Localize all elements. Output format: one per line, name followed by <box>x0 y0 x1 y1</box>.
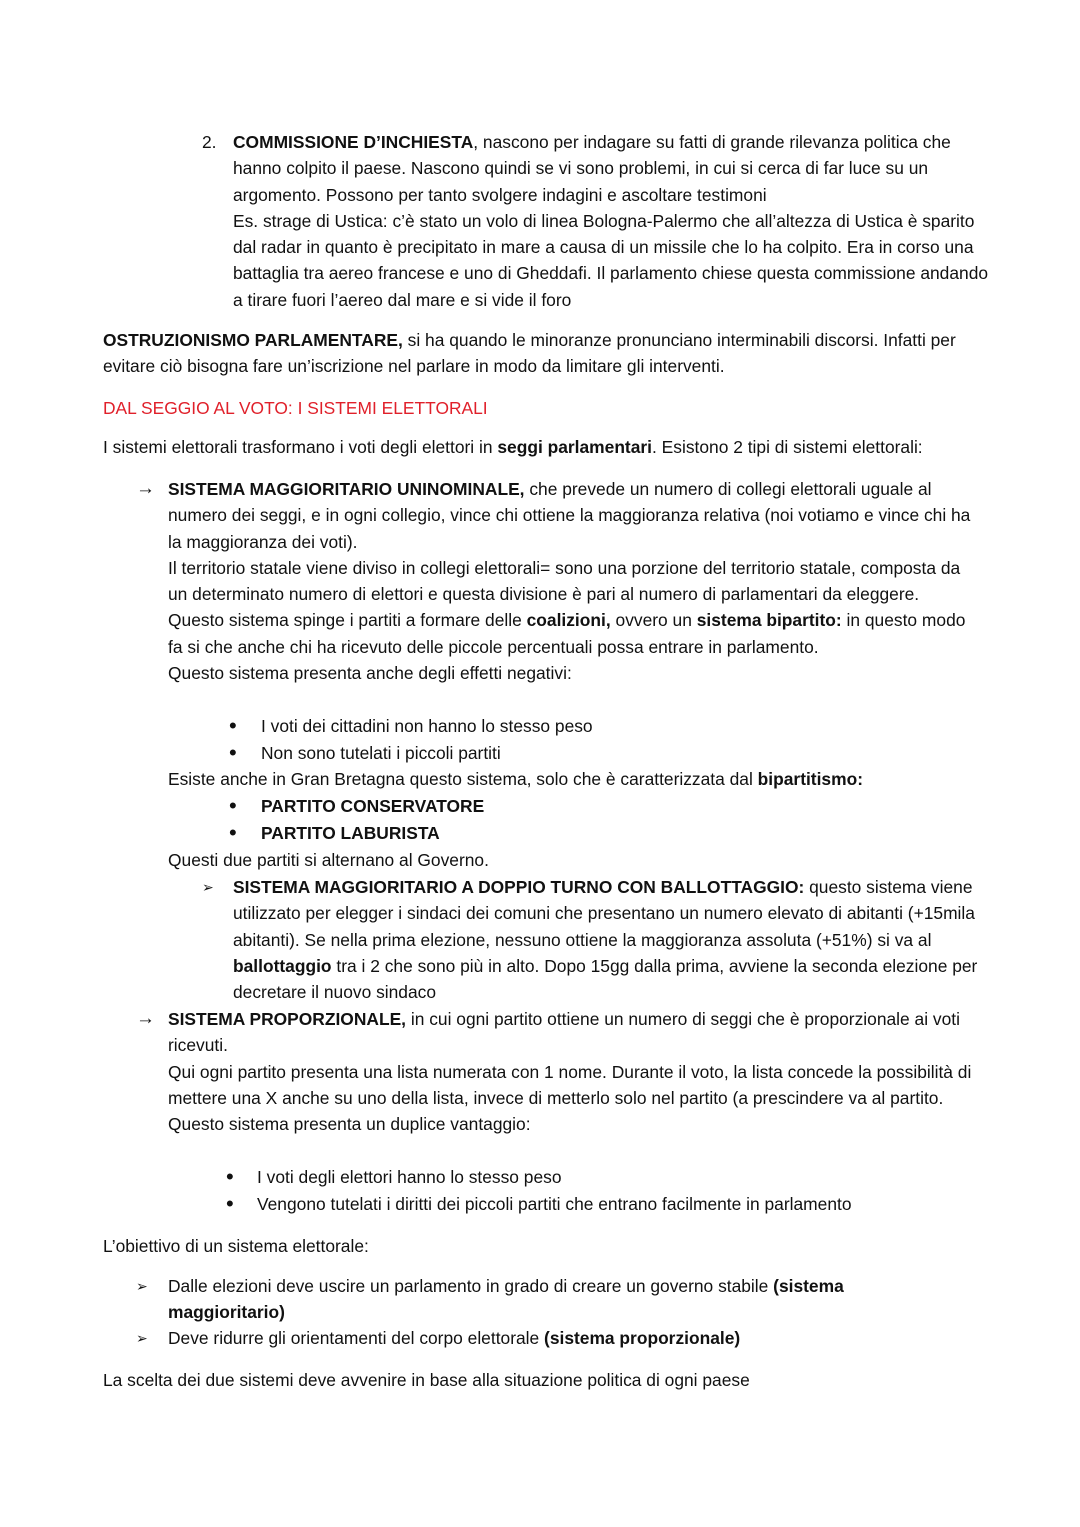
alternanza-text: Questi due partiti si alternano al Governo. <box>168 850 489 870</box>
ostruzionismo-paragraph <box>103 327 983 380</box>
commissione-paragraph <box>233 129 993 208</box>
proporzionale-term: SISTEMA PROPORZIONALE, <box>168 1009 407 1029</box>
commissione-term: COMMISSIONE D’INCHIESTA <box>233 132 474 152</box>
intro-bold: seggi parlamentari <box>497 437 652 457</box>
maggioritario-text: che prevede un numero di collegi elettorali uguale al numero dei seggi, e in ogni collegio, vince chi ottiene la maggioranza relativa (noi votiamo e vince chi ha la maggioranza dei voti). <box>168 479 971 552</box>
intro-paragraph <box>103 434 1023 460</box>
triangle-bullet-icon: ➢ <box>136 1278 148 1294</box>
maggioritario-territorio: Il territorio statale viene diviso in collegi elettorali= sono una porzione del territorio statale, composta da un determinato numero di elettori e questa divisione è pari al numero di parlamentari da eleggere. <box>168 557 961 605</box>
conclusione-paragraph: La scelta dei due sistemi deve avvenire in base alla situazione politica di ogni paese <box>103 1370 750 1390</box>
proporzionale-intro <box>168 1006 983 1059</box>
proporzionale-text: in cui ogni partito ottiene un numero di seggi che è proporzionale ai voti ricevuti. <box>168 1009 960 1056</box>
coalizioni-text-e: in questo modo fa si che anche chi ha ricevuto delle piccole percentuali possa entrare in parlamento. <box>168 610 966 657</box>
bipartitismo-bold: bipartitismo: <box>757 769 863 789</box>
bullet-icon: • <box>229 740 237 765</box>
commissione-item <box>233 129 993 313</box>
advantage-item: I voti degli elettori hanno lo stesso peso <box>257 1167 562 1187</box>
intro-text-c: . Esistono 2 tipi di sistemi elettorali: <box>652 437 923 457</box>
obiettivo-bold: (sistema maggioritario) <box>168 1276 844 1323</box>
party-item: PARTITO CONSERVATORE <box>261 796 485 816</box>
effetti-negativi-intro: Questo sistema presenta anche degli effetti negativi: <box>168 663 572 684</box>
bipartito-bold: sistema bipartito: <box>696 610 842 631</box>
proporzionale-lista: Qui ogni partito presenta una lista numerata con 1 nome. Durante il voto, la lista concede la possibilità di mettere una X anche su uno della lista, invece di metterlo solo nel partito (a prescindere va al partito. <box>168 1061 972 1108</box>
commissione-text: , nascono per indagare su fatti di grande rilevanza politica che hanno colpito il paese. Nascono quindi se vi sono problemi, in cui si cerca di far luce su un argomento. Possono per tanto svolgere indagini e ascoltare testimoni <box>233 132 951 205</box>
obiettivo-title: L’obiettivo di un sistema elettorale: <box>103 1236 369 1256</box>
bullet-icon: • <box>226 1191 234 1216</box>
ballottaggio-text-a: questo sistema viene utilizzato per elegger i sindaci dei comuni che presentano un numero elevato di abitanti (+15mila abitanti). Se nella prima elezione, nessuno ottiene la maggioranza assoluta (+51%) si va al <box>233 877 975 950</box>
ustica-example: Es. strage di Ustica: c’è stato un volo di linea Bologna-Palermo che all’altezza di Ustica è sparito dal radar in quanto è precipitato in mare a causa di un missile che lo ha colpito. Era in corso una battaglia tra aereo francese e uno di Gheddafi. Il parlamento chiese questa commissione andando a tirare fuori l’aereo dal mare e si vide il foro <box>233 210 989 310</box>
coalizioni-bold: coalizioni, <box>526 610 611 631</box>
bullet-icon: • <box>229 820 237 845</box>
arrow-right-icon: → <box>136 1008 155 1029</box>
negative-effect-item: Non sono tutelati i piccoli partiti <box>261 743 501 763</box>
ballottaggio-text-c: tra i 2 che sono più in alto. Dopo 15gg dalla prima, avviene la seconda elezione per decretare il nuovo sindaco <box>233 955 978 1003</box>
bullet-icon: • <box>229 793 237 818</box>
bullet-icon: • <box>229 713 237 738</box>
ballottaggio-bold: ballottaggio <box>233 955 332 976</box>
intro-text-a: I sistemi elettorali trasformano i voti degli elettori in <box>103 437 498 457</box>
advantage-item: Vengono tutelati i diritti dei piccoli partiti che entrano facilmente in parlamento <box>257 1194 852 1214</box>
obiettivo-item <box>168 1273 908 1326</box>
bullet-icon: • <box>226 1164 234 1189</box>
gran-bretagna-paragraph <box>168 766 983 792</box>
arrow-right-icon: → <box>136 478 155 499</box>
ballottaggio-term: SISTEMA MAGGIORITARIO A DOPPIO TURNO CON BALLOTTAGGIO: <box>233 877 805 897</box>
obiettivo-text: Deve ridurre gli orientamenti del corpo elettorale <box>168 1328 545 1348</box>
gb-text: Esiste anche in Gran Bretagna questo sistema, solo che è caratterizzata dal <box>168 769 758 789</box>
party-item: PARTITO LABURISTA <box>261 823 440 843</box>
ostruzionismo-term: OSTRUZIONISMO PARLAMENTARE, <box>103 330 403 350</box>
proporzionale-block <box>168 1006 983 1137</box>
coalizioni-text-c: ovvero un <box>610 610 697 631</box>
obiettivo-text: Dalle elezioni deve uscire un parlamento in grado di creare un governo stabile <box>168 1276 774 1296</box>
list-number: 2. <box>202 132 217 152</box>
maggioritario-term: SISTEMA MAGGIORITARIO UNINOMINALE, <box>168 479 525 499</box>
obiettivo-item <box>168 1325 740 1351</box>
ostruzionismo-text: si ha quando le minoranze pronunciano interminabili discorsi. Infatti per evitare ciò bisogna fare un’iscrizione nel parlare in modo da limitare gli interventi. <box>103 330 956 377</box>
maggioritario-intro <box>168 476 983 555</box>
triangle-bullet-icon: ➢ <box>202 879 214 895</box>
negative-effect-item: I voti dei cittadini non hanno lo stesso peso <box>261 716 593 736</box>
ballottaggio-paragraph <box>233 874 983 1005</box>
obiettivo-bold: (sistema proporzionale) <box>544 1328 741 1348</box>
maggioritario-block <box>168 476 983 686</box>
section-heading: DAL SEGGIO AL VOTO: I SISTEMI ELETTORALI <box>103 398 488 418</box>
coalizioni-text-a: Questo sistema spinge i partiti a formare delle <box>168 610 527 631</box>
maggioritario-coalizioni <box>168 607 983 660</box>
vantaggio-intro: Questo sistema presenta un duplice vantaggio: <box>168 1114 531 1135</box>
triangle-bullet-icon: ➢ <box>136 1330 148 1346</box>
